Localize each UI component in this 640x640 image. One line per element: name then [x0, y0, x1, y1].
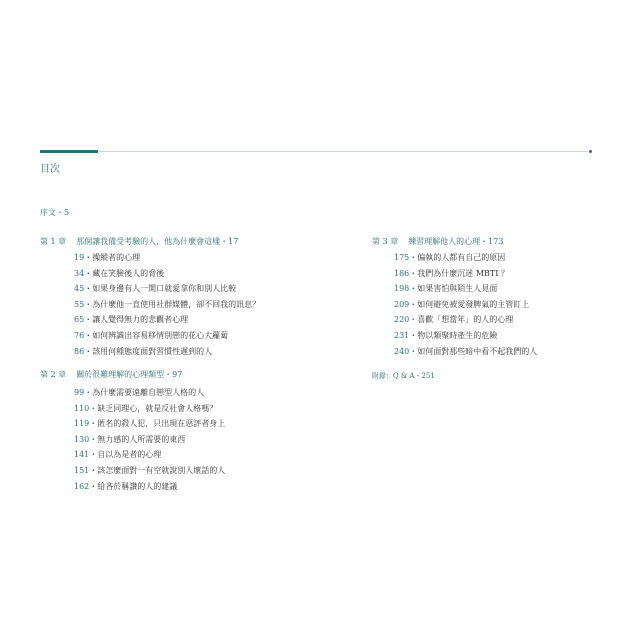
toc-entry: 19・操縱者的心理 — [74, 253, 141, 262]
entry-title: 藏在笑臉後人的脅後 — [92, 268, 165, 278]
toc-entry: 86・該用何種態度面對習慣性遲到的人 — [74, 346, 213, 356]
header-rule — [40, 150, 592, 154]
entry-title: 讓人覺得無力的悲觀者心理 — [92, 315, 189, 325]
entry-title: 我們為什麼沉迷 MBTI ？ — [417, 268, 509, 278]
chapter-number: 第 3 章 — [372, 237, 399, 246]
chapter-title: 關於很難理解的心理類型・97 — [76, 370, 183, 379]
toc-preface: 序文・5 — [40, 208, 70, 217]
entry-title: 自以為是者的心理 — [97, 450, 162, 460]
entry-page: 231 — [394, 330, 410, 340]
entry-title: 操縱者的心理 — [92, 253, 141, 262]
header-rule-line — [98, 151, 588, 152]
chapter-1-entries — [74, 250, 260, 359]
toc-entry: 186・我們為什麼沉迷 MBTI ？ — [394, 268, 509, 278]
toc-appendix: 附錄：Q & A・251 — [372, 372, 435, 380]
toc-entry: 240・如何面對那些暗中看不起我們的人 — [394, 346, 538, 356]
toc-entry: 110・缺乏同理心，就是反社會人格嗎？ — [74, 403, 218, 413]
entry-page: 45 — [74, 284, 85, 294]
entry-title: 如果害怕與陌生人見面 — [417, 284, 498, 294]
toc-entry: 220・喜歡「想當年」的人的心理 — [394, 315, 514, 325]
chapter-number: 第 1 章 — [40, 237, 67, 246]
toc-entry: 34・藏在笑臉後人的脅後 — [74, 268, 165, 278]
toc-entry: 119・匿名的殺人犯，只出現在惡評者身上 — [74, 419, 226, 429]
entry-page: 65 — [74, 315, 85, 325]
entry-title: 給吝於稱讚的人的建議 — [97, 481, 178, 491]
entry-title: 喜歡「想當年」的人的心理 — [417, 315, 514, 325]
entry-page: 162 — [74, 481, 90, 491]
entry-title: 如何避免被愛發脾氣的主管盯上 — [417, 299, 530, 309]
entry-page: 130 — [74, 434, 90, 444]
toc-entry: 231・物以類聚時產生的危險 — [394, 330, 498, 340]
chapter-2-entries — [74, 385, 225, 494]
entry-page: 55 — [74, 299, 85, 309]
toc-entry: 55・為什麼他一直使用社群媒體，卻不回我的訊息？ — [74, 299, 261, 309]
toc-entry: 151・該怎麼面對一有空就說別人壞話的人 — [74, 465, 226, 475]
entry-page: 220 — [394, 315, 410, 325]
entry-page: 240 — [394, 346, 410, 356]
entry-page: 186 — [394, 268, 410, 278]
entry-page: 110 — [74, 403, 90, 413]
entry-page: 198 — [394, 284, 410, 294]
toc-entry: 141・自以為是者的心理 — [74, 450, 162, 460]
toc-entry: 175・偏執的人都有自己的原因 — [394, 253, 506, 262]
entry-page: 141 — [74, 450, 90, 460]
entry-page: 19 — [74, 253, 85, 262]
entry-title: 物以類聚時產生的危險 — [417, 330, 498, 340]
chapter-3-heading — [372, 236, 503, 247]
toc-entry: 162・給吝於稱讚的人的建議 — [74, 481, 178, 491]
toc-entry: 130・無力感的人所需要的東西 — [74, 434, 186, 444]
toc-entry: 209・如何避免被愛發脾氣的主管盯上 — [394, 299, 530, 309]
entry-title: 如果身邊有人一開口就愛拿你和別人比較 — [92, 284, 237, 294]
entry-title: 偏執的人都有自己的原因 — [417, 253, 506, 262]
entry-page: 175 — [394, 253, 410, 262]
entry-title: 匿名的殺人犯，只出現在惡評者身上 — [97, 419, 226, 429]
toc-entry: 198・如果害怕與陌生人見面 — [394, 284, 498, 294]
toc-entry: 65・讓人覺得無力的悲觀者心理 — [74, 315, 189, 325]
entry-page: 99 — [74, 388, 85, 397]
chapter-number: 第 2 章 — [40, 370, 67, 379]
chapter-2-heading — [40, 369, 182, 380]
entry-page: 119 — [74, 419, 90, 429]
entry-title: 如何面對那些暗中看不起我們的人 — [417, 346, 538, 356]
toc-entry: 76・如何辨識出容易移情別戀的花心大蘿蔔 — [74, 330, 229, 340]
entry-title: 該怎麼面對一有空就說別人壞話的人 — [97, 465, 226, 475]
entry-title: 如何辨識出容易移情別戀的花心大蘿蔔 — [92, 330, 229, 340]
entry-title: 為什麼他一直使用社群媒體，卻不回我的訊息？ — [92, 299, 261, 309]
toc-title: 目次 — [40, 164, 60, 175]
chapter-title: 練習理解他人的心理・173 — [408, 237, 504, 246]
entry-title: 缺乏同理心，就是反社會人格嗎？ — [97, 403, 218, 413]
chapter-title: 那個讓我備受考驗的人，他為什麼會這樣・17 — [76, 237, 239, 246]
header-rule-dot — [589, 150, 592, 153]
entry-title: 該用何種態度面對習慣性遲到的人 — [92, 346, 213, 356]
chapter-1-heading — [40, 236, 238, 247]
header-rule-accent — [40, 150, 98, 153]
entry-title: 為什麼需要遠離自戀型人格的人 — [92, 388, 205, 397]
entry-page: 76 — [74, 330, 85, 340]
entry-title: 無力感的人所需要的東西 — [97, 434, 186, 444]
entry-page: 151 — [74, 465, 90, 475]
entry-page: 86 — [74, 346, 85, 356]
toc-entry: 99・為什麼需要遠離自戀型人格的人 — [74, 388, 205, 397]
toc-entry: 45・如果身邊有人一開口就愛拿你和別人比較 — [74, 284, 237, 294]
entry-page: 34 — [74, 268, 85, 278]
chapter-3-entries — [394, 250, 537, 359]
entry-page: 209 — [394, 299, 410, 309]
